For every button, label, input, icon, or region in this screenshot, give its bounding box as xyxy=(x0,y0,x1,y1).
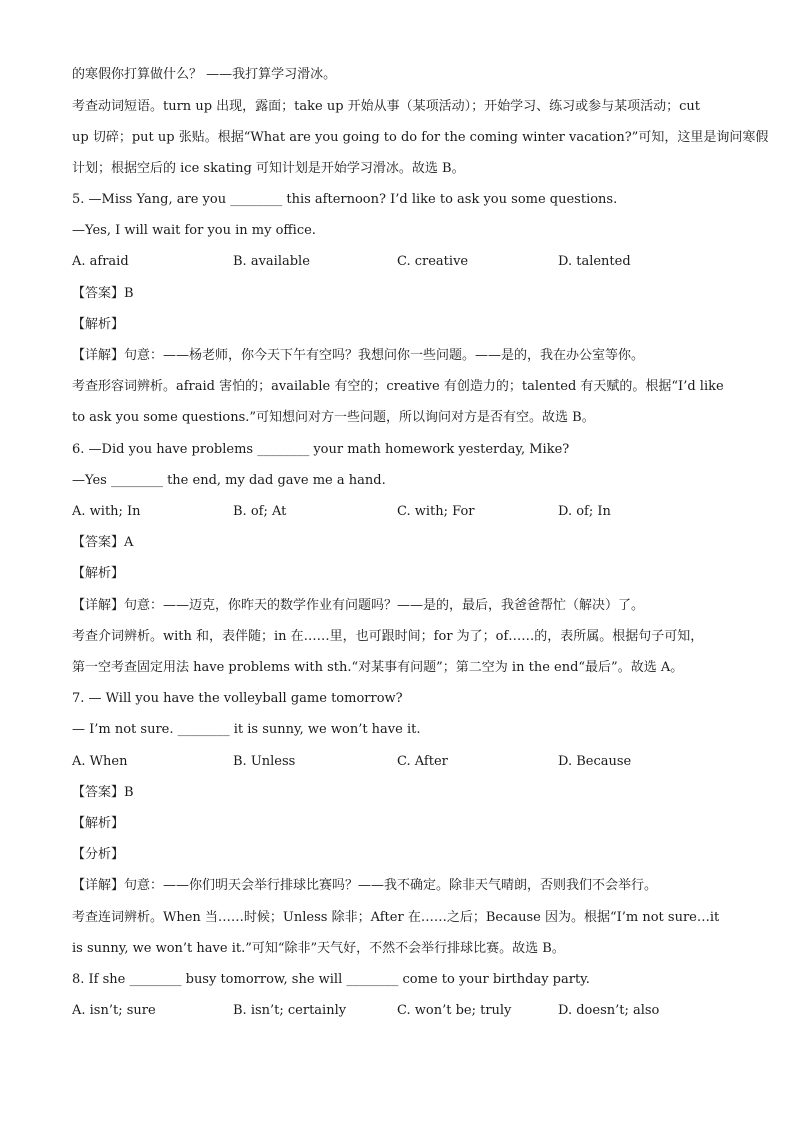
question-5-stem: 5. —Miss Yang, are you ________ this afternoon? I’d like to ask you some questions. xyxy=(72,192,618,207)
option-b: B. Unless xyxy=(233,754,296,769)
option-b: B. of; At xyxy=(233,504,287,519)
question-6-stem: 6. —Did you have problems ________ your math homework yesterday, Mike? xyxy=(72,442,570,457)
text-line: 计划；根据空后的 ice skating 可知计划是开始学习滑冰。故选 B。 xyxy=(72,161,465,176)
option-a: A. When xyxy=(72,754,128,769)
option-c: C. won’t be; truly xyxy=(397,1003,512,1018)
option-a: A. isn’t; sure xyxy=(72,1003,156,1018)
option-b: B. isn’t; certainly xyxy=(233,1003,347,1018)
option-a: A. afraid xyxy=(72,254,129,269)
text-line: up 切碎；put up 张贴。根据“What are you going to do for the coming winter vacation?”可知，这里是询问寒假 xyxy=(72,130,769,145)
answer-label: 【答案】B xyxy=(72,785,134,800)
question-6-options xyxy=(72,503,732,521)
text-line: 的寒假你打算做什么？ ——我打算学习滑冰。 xyxy=(72,67,337,82)
explanation-line: 第一空考查固定用法 have problems with sth.“对某事有问题”；第二空为 in the end“最后”。故选 A。 xyxy=(72,660,684,675)
explanation-line: 考查介词辨析。with 和，表伴随；in 在……里，也可跟时间；for 为了；of……的，表所属。根据句子可知， xyxy=(72,629,704,644)
question-8-options xyxy=(72,1002,732,1020)
option-c: C. creative xyxy=(397,254,469,269)
option-d: D. doesn’t; also xyxy=(558,1003,660,1018)
explanation-line: to ask you some questions.”可知想问对方一些问题，所以询问对方是否有空。故选 B。 xyxy=(72,410,595,425)
option-c: C. with; For xyxy=(397,504,475,519)
analysis-label: 【解析】 xyxy=(72,816,125,831)
option-d: D. of; In xyxy=(558,504,611,519)
answer-label: 【答案】B xyxy=(72,286,134,301)
question-8-stem: 8. If she ________ busy tomorrow, she will ________ come to your birthday party. xyxy=(72,972,590,987)
option-a: A. with; In xyxy=(72,504,141,519)
question-5-options xyxy=(72,253,732,271)
analysis-label: 【解析】 xyxy=(72,317,125,332)
question-6-reply: —Yes ________ the end, my dad gave me a hand. xyxy=(72,473,386,488)
explanation-line: 【详解】句意：——迈克，你昨天的数学作业有问题吗？——是的，最后，我爸爸帮忙（解决）了。 xyxy=(72,598,645,613)
analysis-sub-label: 【分析】 xyxy=(72,847,125,862)
question-7-reply: — I’m not sure. ________ it is sunny, we won’t have it. xyxy=(72,722,421,737)
option-c: C. After xyxy=(397,754,448,769)
explanation-line: 【详解】句意：——杨老师，你今天下午有空吗？我想问你一些问题。——是的，我在办公室等你。 xyxy=(72,348,645,363)
explanation-line: is sunny, we won’t have it.”可知“除非”天气好，不然不会举行排球比赛。故选 B。 xyxy=(72,941,565,956)
option-d: D. Because xyxy=(558,754,632,769)
explanation-line: 考查形容词辨析。afraid 害怕的；available 有空的；creative 有创造力的；talented 有天赋的。根据“I’d like xyxy=(72,379,724,394)
question-7-stem: 7. — Will you have the volleyball game tomorrow? xyxy=(72,691,403,706)
analysis-label: 【解析】 xyxy=(72,566,125,581)
option-b: B. available xyxy=(233,254,310,269)
explanation-line: 【详解】句意：——你们明天会举行排球比赛吗？——我不确定。除非天气晴朗，否则我们不会举行。 xyxy=(72,878,658,893)
text-line: 考查动词短语。turn up 出现，露面；take up 开始从事（某项活动）；开始学习、练习或参与某项活动；cut xyxy=(72,99,701,114)
answer-label: 【答案】A xyxy=(72,535,134,550)
option-d: D. talented xyxy=(558,254,631,269)
explanation-line: 考查连词辨析。When 当……时候；Unless 除非；After 在……之后；Because 因为。根据“I’m not sure…it xyxy=(72,910,720,925)
question-5-reply: —Yes, I will wait for you in my office. xyxy=(72,223,316,238)
question-7-options xyxy=(72,753,732,771)
